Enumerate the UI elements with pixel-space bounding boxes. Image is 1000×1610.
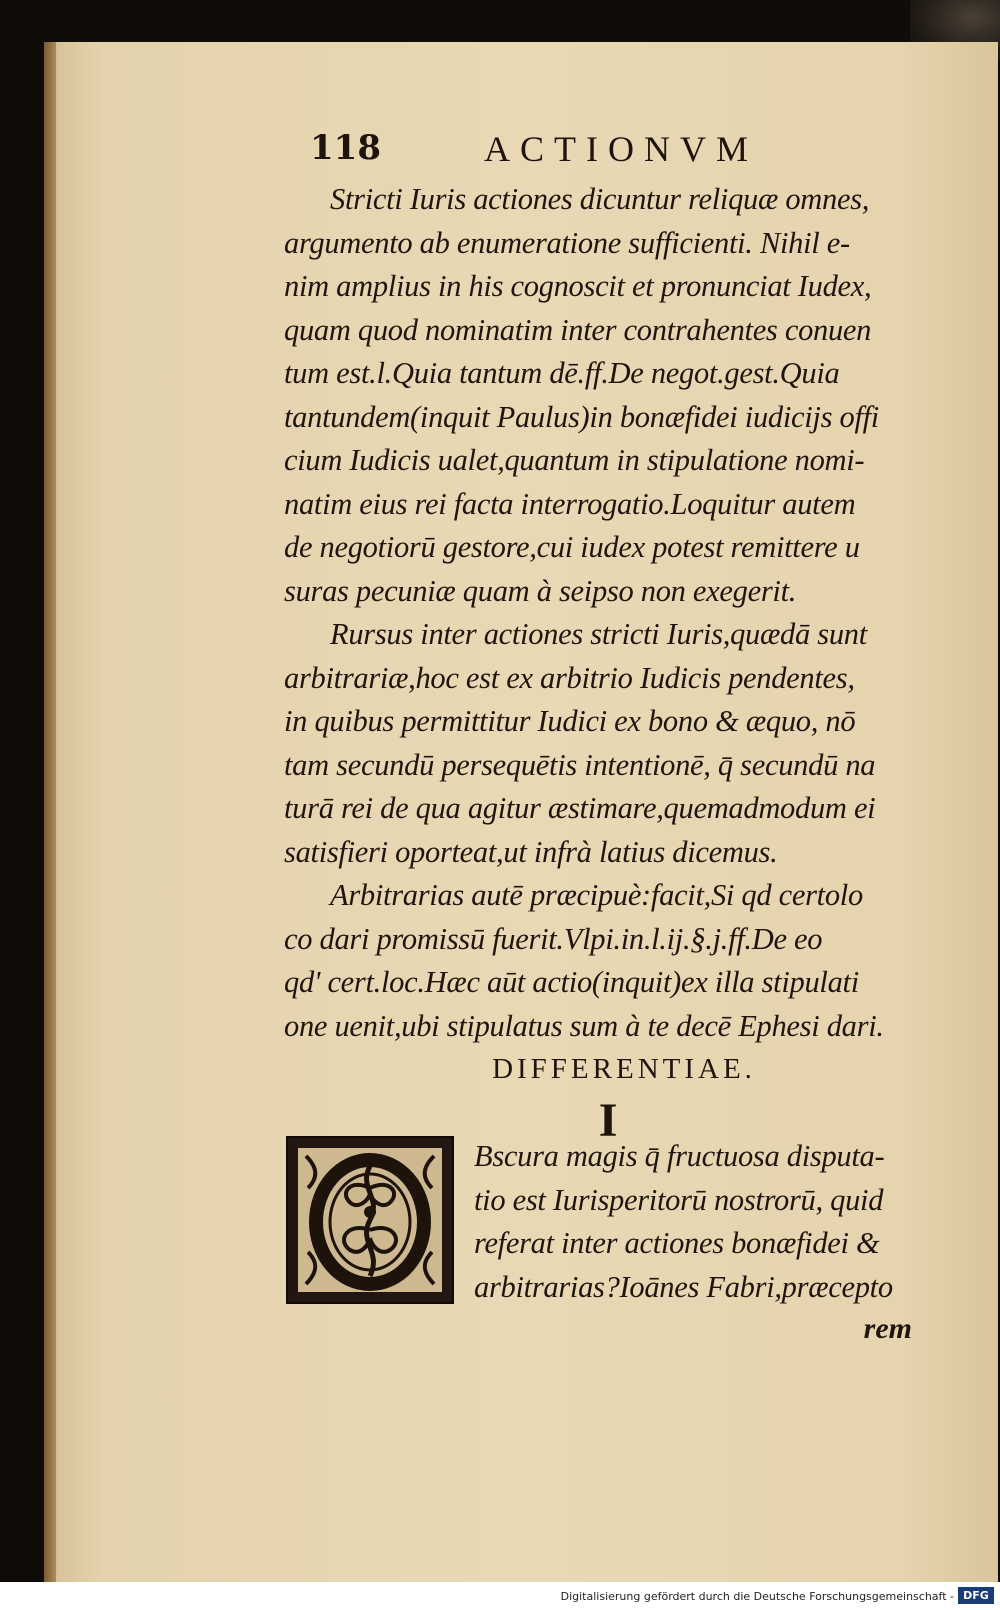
text-line: tantundem(inquit Paulus)in bonæfidei iudicijs offi (284, 399, 879, 434)
text-line: in quibus permittitur Iudici ex bono & æquo, nō (284, 704, 856, 738)
text-line: natim eius rei facta interrogatio.Loquitur autem (284, 486, 856, 521)
text-line: quam quod nominatim inter contrahentes conuen (284, 312, 872, 347)
page-gutter-edge (44, 42, 56, 1582)
text-line: referat inter actiones bonæfidei & (474, 1226, 880, 1260)
text-line: suras pecuniæ quam à seipso non exegerit. (284, 573, 797, 608)
text-line: argumento ab enumeratione sufficienti. Nihil e- (284, 225, 850, 260)
text-line: nim amplius in his cognoscit et pronunciat Iudex, (284, 269, 872, 303)
text-line: tam secundū persequētis intentionē, q̄ secundū na (284, 747, 876, 782)
text-line: satisfieri oporteat,ut infrà latius dicemus. (284, 834, 778, 869)
text-line: de negotiorū gestore,cui iudex potest remittere u (284, 530, 860, 564)
footer-bar (0, 1582, 1000, 1610)
text-line: one uenit,ubi stipulatus sum à te decē Ephesi dari. (284, 1008, 884, 1043)
text-line: co dari promissū fuerit.Vlpi.in.l.ij.§.j.ff.De eo (284, 921, 823, 956)
text-line: Stricti Iuris actiones dicuntur reliquæ omnes, (330, 182, 870, 216)
text-line: turā rei de qua agitur æstimare,quemadmodum ei (284, 791, 876, 825)
text-line: tum est.l.Quia tantum dē.ff.De negot.gest.Quia (284, 356, 840, 390)
text-line: tio est Iurisperitorū nostrorū, quid (474, 1182, 884, 1217)
page-header (300, 128, 940, 176)
text-line: arbitrarias?Ioānes Fabri,præcepto (474, 1269, 893, 1304)
running-head: ACTIONVM (484, 129, 758, 169)
text-line: arbitrariæ,hoc est ex arbitrio Iudicis pendentes, (284, 660, 855, 695)
text-line: cium Iudicis ualet,quantum in stipulatione nomi- (284, 443, 865, 477)
initial-o-ornament-icon (298, 1148, 442, 1292)
text-line: qd' cert.loc.Hæc aūt actio(inquit)ex illa stipulati (284, 965, 859, 999)
main-text-block (284, 178, 930, 1148)
text-line: Arbitrarias autē præcipuè:facit,Si qd certolo (330, 878, 863, 912)
section-title: DIFFERENTIAE. (492, 1053, 756, 1085)
decorated-initial (286, 1136, 454, 1304)
dfg-logo: DFG (958, 1587, 994, 1604)
text-line: Bscura magis q̄ fructuosa disputa- (474, 1139, 885, 1173)
digitization-credit: Digitalisierung gefördert durch die Deutsche Forschungsgemeinschaft - (560, 1590, 954, 1603)
section-number: I (598, 1094, 618, 1147)
page-number: 118 (310, 128, 381, 168)
paragraph-with-initial (474, 1134, 930, 1308)
catchword: rem (863, 1312, 912, 1345)
text-line: Rursus inter actiones stricti Iuris,quædā sunt (330, 617, 867, 651)
